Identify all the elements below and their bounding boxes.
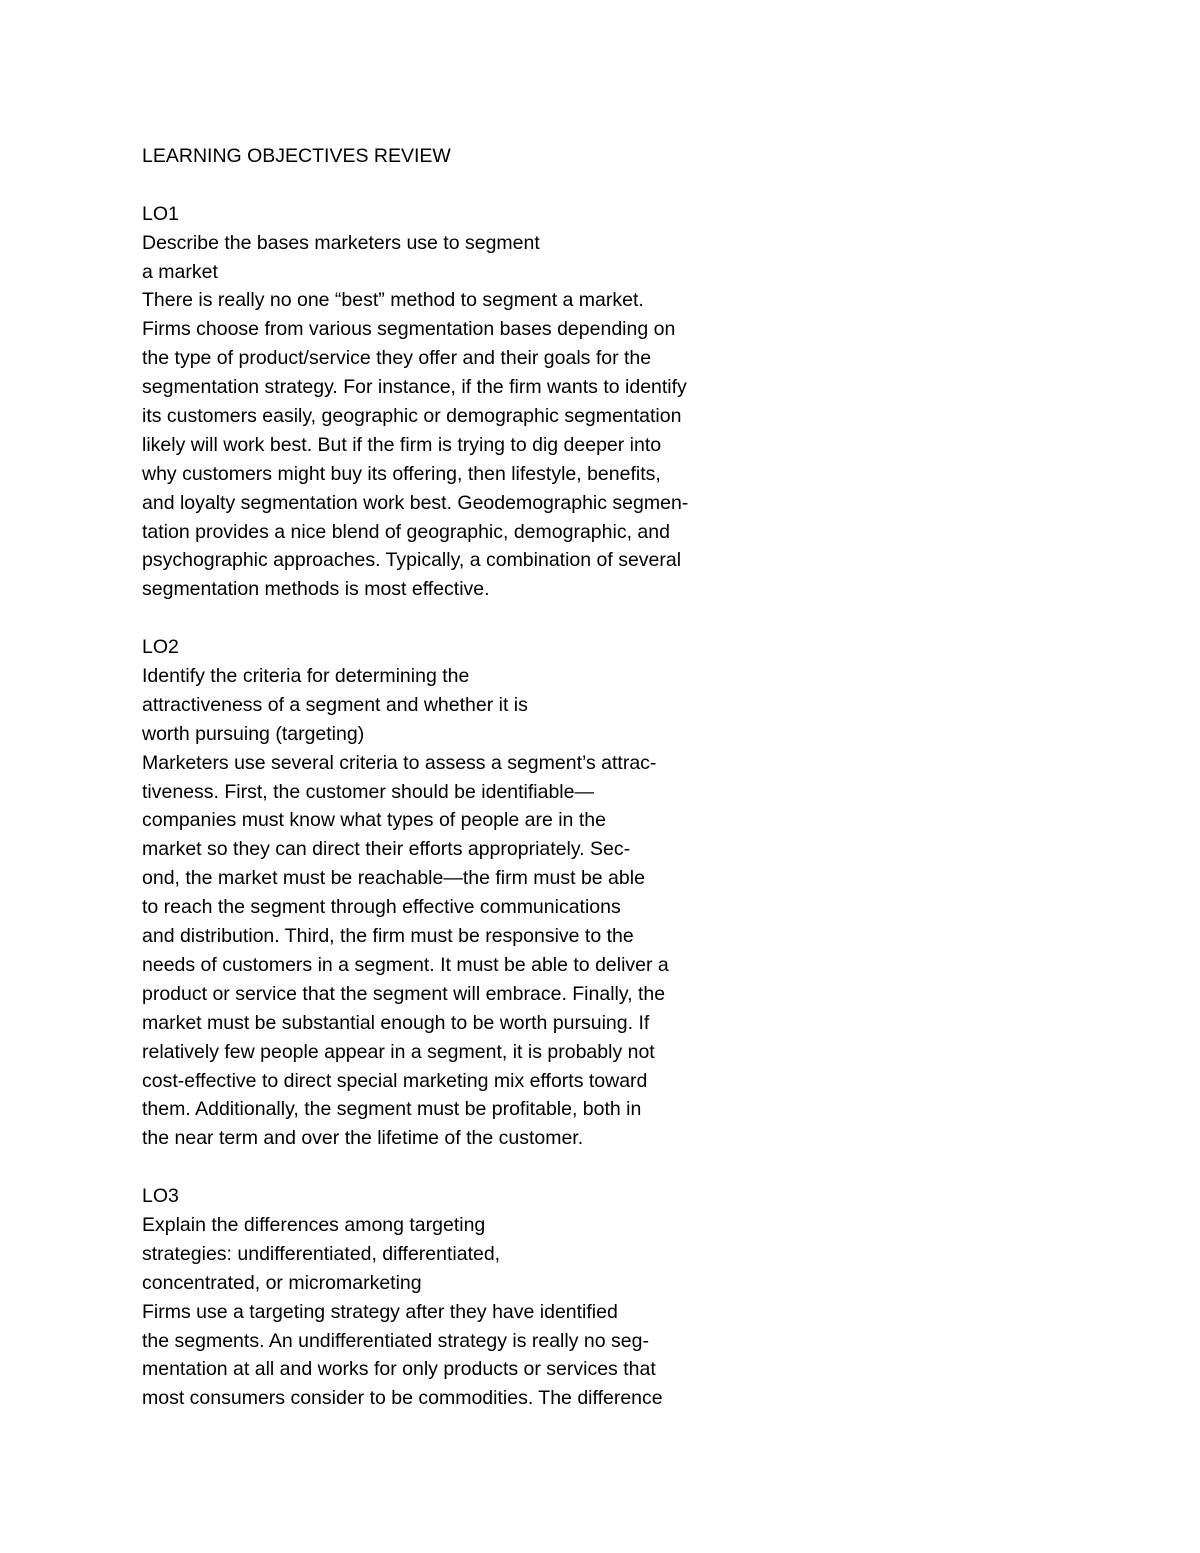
document-heading: LEARNING OBJECTIVES REVIEW (142, 145, 451, 167)
body-line: Marketers use several criteria to assess a segment’s attrac- (142, 751, 657, 774)
objective-line: a market (142, 260, 218, 283)
body-line: its customers easily, geographic or demographic segmentation (142, 405, 682, 428)
section-code: LO2 (142, 636, 179, 659)
body-line: segmentation methods is most effective. (142, 578, 490, 601)
body-line: them. Additionally, the segment must be profitable, both in (142, 1098, 642, 1121)
objective-line: worth pursuing (targeting) (142, 722, 365, 745)
body-line: market must be substantial enough to be worth pursuing. If (142, 1011, 650, 1034)
body-line: mentation at all and works for only products or services that (142, 1358, 656, 1381)
document-text (142, 142, 782, 1413)
body-line: the type of product/service they offer and their goals for the (142, 347, 652, 370)
section-lo2 (142, 633, 782, 1153)
body-line: There is really no one “best” method to segment a market. (142, 289, 644, 312)
body-line: segmentation strategy. For instance, if the firm wants to identify (142, 376, 687, 399)
body-line: ond, the market must be reachable—the firm must be able (142, 867, 645, 890)
body-line: and distribution. Third, the firm must be responsive to the (142, 925, 634, 948)
objective-line: Describe the bases marketers use to segment (142, 231, 540, 254)
body-line: relatively few people appear in a segment, it is probably not (142, 1040, 655, 1063)
body-line: most consumers consider to be commodities. The difference (142, 1387, 663, 1410)
objective-line: Identify the criteria for determining the (142, 665, 470, 688)
objective-line: strategies: undifferentiated, differentiated, (142, 1242, 501, 1265)
objective-line: concentrated, or micromarketing (142, 1271, 422, 1294)
body-line: tiveness. First, the customer should be identifiable— (142, 780, 594, 803)
spacer (142, 171, 782, 200)
body-line: tation provides a nice blend of geographic, demographic, and (142, 520, 670, 543)
body-line: why customers might buy its offering, then lifestyle, benefits, (142, 462, 661, 485)
section-lo1 (142, 200, 782, 604)
spacer (142, 1153, 782, 1182)
body-line: market so they can direct their efforts appropriately. Sec- (142, 838, 631, 861)
body-line: the segments. An undifferentiated strategy is really no seg- (142, 1329, 649, 1352)
spacer (142, 604, 782, 633)
body-line: companies must know what types of people are in the (142, 809, 606, 832)
body-line: and loyalty segmentation work best. Geodemographic segmen- (142, 491, 689, 514)
body-line: Firms use a targeting strategy after they have identified (142, 1300, 618, 1323)
section-code: LO1 (142, 202, 179, 225)
objective-line: Explain the differences among targeting (142, 1213, 486, 1236)
body-line: likely will work best. But if the firm is trying to dig deeper into (142, 433, 662, 456)
body-line: to reach the segment through effective communications (142, 896, 621, 919)
section-code: LO3 (142, 1185, 179, 1208)
body-line: Firms choose from various segmentation bases depending on (142, 318, 676, 341)
body-line: cost-effective to direct special marketing mix efforts toward (142, 1069, 648, 1092)
section-lo3 (142, 1182, 782, 1413)
body-line: psychographic approaches. Typically, a combination of several (142, 549, 682, 572)
body-line: the near term and over the lifetime of the customer. (142, 1127, 584, 1150)
body-line: needs of customers in a segment. It must be able to deliver a (142, 953, 669, 976)
objective-line: attractiveness of a segment and whether it is (142, 693, 528, 716)
body-line: product or service that the segment will embrace. Finally, the (142, 982, 666, 1005)
